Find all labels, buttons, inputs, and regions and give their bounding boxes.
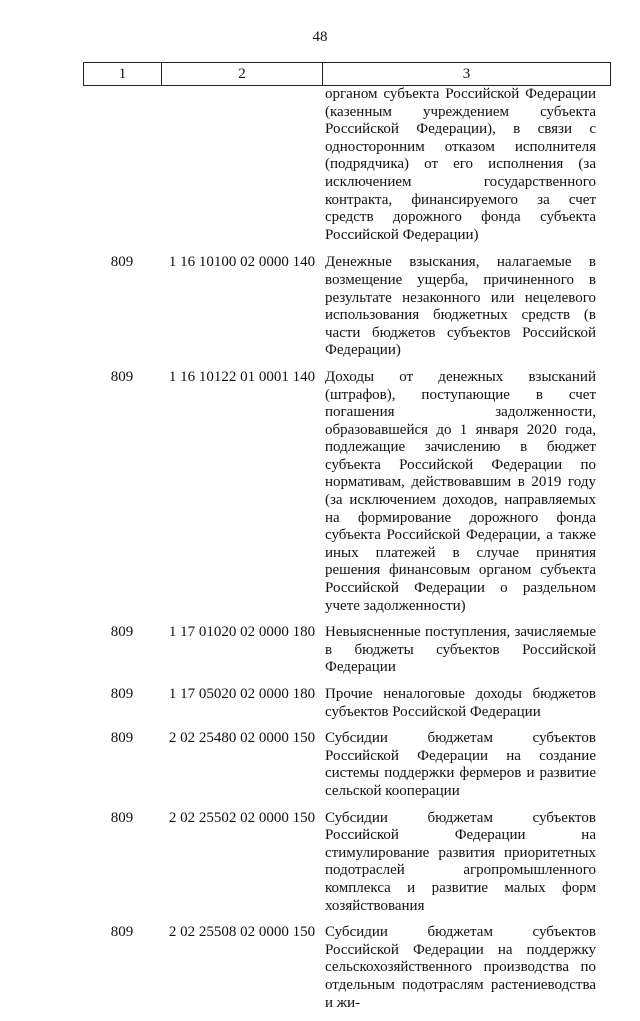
page-number: 48	[312, 29, 328, 45]
revenue-name-cell: органом субъекта Российской Федерации (казенным учреждением субъекта Российской Федерации), в связи с односторонним отказом исполнителя (подрядчика) от его исполнения (за исключением государственного контракта, финансируемого за счет средств дорожного фонда субъекта Российской Федерации)	[325, 86, 596, 243]
budget-code-cell: 1 17 01020 02 0000 180	[168, 624, 316, 641]
admin-code-cell: 809	[110, 686, 134, 702]
column-header-table	[83, 62, 611, 86]
table-row	[83, 369, 609, 615]
column-header-row	[84, 63, 611, 86]
budget-code-cell: 1 16 10122 01 0001 140	[168, 368, 316, 385]
table-row	[83, 924, 609, 1012]
table-row	[83, 254, 609, 360]
budget-code-cell: 2 02 25502 02 0000 150	[168, 809, 316, 826]
revenue-name-cell: Субсидии бюджетам субъектов Российской Федерации на стимулирование развития приоритетных подотраслей агропромышленного комплекса и развитие малых форм хозяйствования	[325, 809, 596, 914]
column-header-2: 2	[162, 63, 323, 86]
column-header-1: 1	[84, 63, 162, 86]
budget-code-cell	[161, 86, 323, 244]
revenue-name-cell: Субсидии бюджетам субъектов Российской Федерации на создание системы поддержки фермеров и развитие сельской кооперации	[325, 730, 596, 799]
admin-code-cell: 809	[110, 924, 134, 941]
table-row	[83, 810, 609, 916]
revenue-name-cell: Невыясненные поступления, зачисляемые в бюджеты субъектов Российской Федерации	[325, 624, 596, 676]
table-row	[83, 624, 609, 677]
revenue-table-body	[83, 86, 609, 1021]
admin-code-cell: 809	[110, 368, 134, 385]
admin-code-cell: 809	[110, 730, 134, 747]
admin-code-cell: 809	[110, 809, 134, 826]
admin-code-cell: 809	[110, 624, 134, 641]
budget-code-cell: 1 17 05020 02 0000 180	[168, 686, 316, 702]
table-row	[83, 730, 609, 800]
revenue-name-cell: Субсидии бюджетам субъектов Российской Федерации на поддержку сельскохозяйственного производства по отдельным подотраслям растениеводства и жи-	[325, 924, 596, 1011]
budget-code-cell: 2 02 25480 02 0000 150	[168, 730, 316, 747]
revenue-name-cell: Доходы от денежных взысканий (штрафов), поступающие в счет погашения задолженности, образовавшейся до 1 января 2020 года, подлежащие зачислению в бюджет субъекта Российской Федерации по нормативам, действовавшим в 2019 году (за исключением доходов, направляемых на формирование дорожного фонда субъекта Российской Федерации, а также иных платежей в случае принятия решения финансовым органом субъекта Российской Федерации о раздельном учете задолженности)	[325, 368, 596, 614]
revenue-name-cell: Прочие неналоговые доходы бюджетов субъектов Российской Федерации	[325, 686, 596, 720]
budget-code-cell: 2 02 25508 02 0000 150	[168, 924, 316, 941]
table-row	[83, 86, 609, 244]
admin-code-cell	[83, 86, 161, 244]
budget-code-cell: 1 16 10100 02 0000 140	[168, 254, 316, 271]
admin-code-cell: 809	[110, 254, 134, 271]
revenue-name-cell: Денежные взыскания, налагаемые в возмещение ущерба, причиненного в результате незаконного или нецелевого использования бюджетных средств (в части бюджетов субъектов Российской Федерации)	[325, 254, 596, 359]
table-row	[83, 686, 609, 721]
column-header-3: 3	[323, 63, 611, 86]
